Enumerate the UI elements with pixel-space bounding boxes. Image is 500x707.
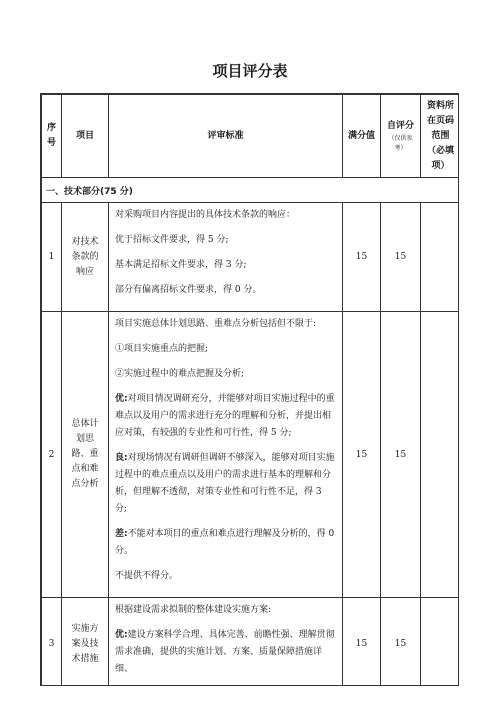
score-table-frame: [40, 93, 459, 686]
row-page-range: [421, 203, 460, 312]
row-page-range: [421, 598, 460, 687]
header-page-range: 资料所在页码范围（必填项）: [421, 95, 460, 178]
row-self-score: 15: [381, 598, 421, 687]
criteria-line: 不提供不得分。: [115, 571, 179, 581]
criteria-line: 部分有偏离招标文件要求，得 0 分。: [115, 285, 262, 295]
section-title: 一、技术部分(75 分): [42, 178, 460, 203]
criteria-line: 优于招标文件要求，得 5 分;: [115, 235, 229, 245]
criteria-line: 基本满足招标文件要求，得 3 分;: [115, 260, 247, 270]
row-criteria: [109, 312, 343, 598]
row-item: 对技术条款的响应: [62, 203, 109, 312]
header-no: 序号: [42, 95, 62, 178]
row-item: 实施方案及技术措施: [62, 598, 109, 687]
row-full-score: 15: [343, 312, 381, 598]
table-row: [42, 203, 460, 312]
header-self-score: [381, 95, 421, 178]
header-self-score-note: （仅供参考）: [388, 134, 413, 152]
table-header-row: [42, 95, 460, 178]
row-self-score: 15: [381, 203, 421, 312]
criteria-line: ②实施过程中的难点把握及分析;: [115, 369, 245, 379]
page-title: 项目评分表: [212, 62, 288, 80]
score-table: [41, 94, 459, 686]
row-no: 1: [42, 203, 62, 312]
criteria-line: ①项目实施重点的把握;: [115, 344, 209, 354]
row-item: 总体计划思路、重点和难点分析: [62, 312, 109, 598]
criteria-line: 优:建设方案科学合理、具体完善、前瞻性强、理解贯彻需求准确，提供的实施计划、方案、质量保障措施详细、: [115, 630, 335, 674]
header-standard: 评审标准: [109, 95, 343, 178]
criteria-line: 优:对项目情况调研充分，并能够对项目实施过程中的重难点以及用户的需求进行充分的理解和分析，并提出相应对策，有较强的专业性和可行性，得 5 分;: [115, 394, 335, 438]
header-item: 项目: [62, 95, 109, 178]
criteria-line: 对采购项目内容提出的具体技术条款的响应：: [115, 210, 296, 220]
row-page-range: [421, 312, 460, 598]
criteria-line: 良:对现场情况有调研但调研不够深入，能够对项目实施过程中的难点重点以及用户的需求进行基本的理解和分析，但理解不透彻，对策专业性和可行性不足，得 3 分;: [115, 453, 335, 514]
row-full-score: 15: [343, 203, 381, 312]
section-row: [42, 178, 460, 203]
row-criteria: [109, 598, 343, 687]
criteria-line: 项目实施总体计划思路、重难点分析包括但不限于:: [115, 319, 317, 329]
table-row: [42, 598, 460, 687]
header-self-score-label: 自评分: [386, 120, 414, 131]
criteria-line: 差:不能对本项目的重点和难点进行理解及分析的，得 0 分。: [115, 529, 335, 556]
row-criteria: [109, 203, 343, 312]
row-self-score: 15: [381, 312, 421, 598]
table-row: [42, 312, 460, 598]
row-full-score: 15: [343, 598, 381, 687]
header-full-score: 满分值: [343, 95, 381, 178]
row-no: 3: [42, 598, 62, 687]
row-no: 2: [42, 312, 62, 598]
criteria-line: 根据建设需求拟制的整体建设实施方案:: [115, 605, 272, 615]
